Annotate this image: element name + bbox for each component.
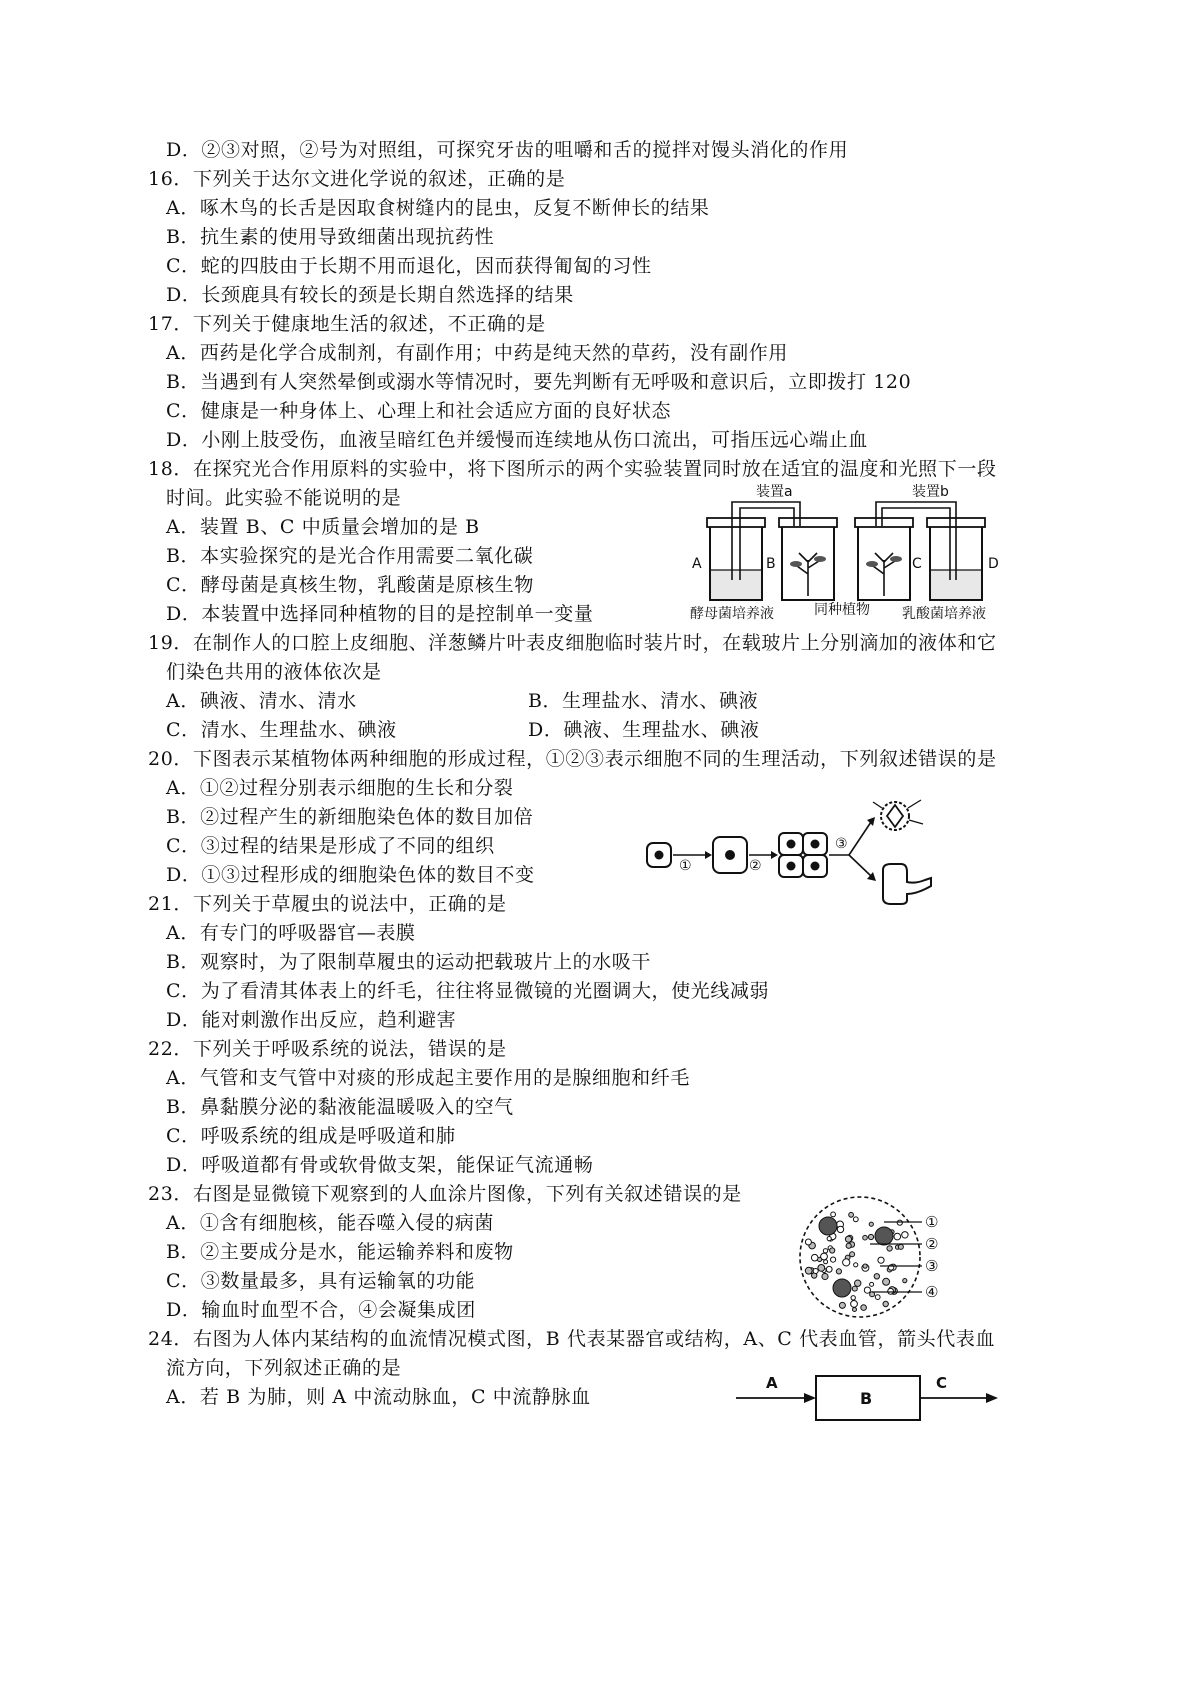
smear-label-3: ③ [925,1257,939,1275]
q19-option-a: A．碘液、清水、清水 [166,690,357,712]
q23-option-c: C．③数量最多，具有运输氧的功能 [166,1270,476,1292]
q17-stem: 17．下列关于健康地生活的叙述，不正确的是 [148,313,546,335]
smear-label-2: ② [925,1235,939,1253]
q18-stem-line-1: 18．在探究光合作用原料的实验中，将下图所示的两个实验装置同时放在适宜的温度和光照下一段 [148,458,997,480]
red-blood-cell [846,1243,851,1248]
q16-option-c: C．蛇的四肢由于长期不用而退化，因而获得匍匐的习性 [166,255,652,277]
q20-option-b: B．②过程产生的新细胞染色体的数目加倍 [166,806,534,828]
red-blood-cell [805,1239,811,1245]
flask-a [707,518,765,600]
red-blood-cell [854,1263,858,1267]
q20-stem: 20．下图表示某植物体两种细胞的形成过程，①②③表示细胞不同的生理活动，下列叙述错误的是 [148,748,997,770]
q22-stem: 22．下列关于呼吸系统的说法，错误的是 [148,1038,507,1060]
red-blood-cell [868,1234,873,1239]
flask-label-a: A [692,556,702,572]
flask-label-d: D [988,556,999,572]
smear-label-4: ④ [925,1283,939,1301]
q21-stem: 21．下列关于草履虫的说法中，正确的是 [148,893,507,915]
flask-c [855,518,913,600]
q21-option-d: D．能对刺激作出反应，趋利避害 [166,1009,457,1031]
step-1-label: ① [679,858,692,874]
device-b-label: 装置b [912,484,949,500]
q17-option-d: D．小刚上肢受伤，血液呈暗红色并缓慢而连续地从伤口流出，可指压远心端止血 [166,429,868,451]
red-blood-cell [855,1280,861,1286]
q19-option-d: D．碘液、生理盐水、碘液 [528,719,760,741]
q24-stem-line-2: 流方向，下列叙述正确的是 [166,1357,402,1379]
red-blood-cell [897,1220,902,1225]
red-blood-cell [894,1233,901,1240]
red-blood-cell [849,1212,854,1217]
flask-label-c: C [912,556,922,572]
flow-label-a: A [766,1374,778,1392]
red-blood-cell [883,1278,890,1285]
q22-option-d: D．呼吸道都有骨或软骨做支架，能保证气流通畅 [166,1154,594,1176]
red-blood-cell [898,1244,903,1249]
q24-option-a: A．若 B 为肺，则 A 中流动脉血，C 中流静脉血 [166,1386,591,1408]
red-blood-cell [811,1254,818,1261]
q18-option-a: A．装置 B、C 中质量会增加的是 B [166,516,480,538]
flow-label-c: C [936,1374,948,1392]
q18-option-d: D．本装置中选择同种植物的目的是控制单一变量 [166,603,594,625]
red-blood-cell [830,1248,835,1253]
q20-option-a: A．①②过程分别表示细胞的生长和分裂 [166,777,514,799]
q20-option-d: D．①③过程形成的细胞染色体的数目不变 [166,864,535,886]
four-cell-block [779,833,827,877]
star-shaped-cell [873,800,923,830]
q23-option-b: B．②主要成分是水，能运输养料和废物 [166,1241,514,1263]
red-blood-cell [874,1274,879,1279]
q18-apparatus-figure [690,484,1090,624]
step-3-label: ③ [835,836,848,852]
q16-option-b: B．抗生素的使用导致细菌出现抗药性 [166,226,495,248]
q21-option-b: B．观察时，为了限制草履虫的运动把载玻片上的水吸干 [166,951,651,973]
red-blood-cell [888,1288,894,1294]
red-blood-cell [843,1259,850,1266]
red-blood-cell [822,1273,828,1279]
q19-stem-line-1: 19．在制作人的口腔上皮细胞、洋葱鳞片叶表皮细胞临时装片时，在载玻片上分别滴加的液体和它 [148,632,997,654]
caption-lactobacillus: 乳酸菌培养液 [902,606,986,622]
red-blood-cell [870,1282,874,1286]
red-blood-cell [836,1269,841,1274]
red-blood-cell [863,1264,867,1268]
q19-option-c: C．清水、生理盐水、碘液 [166,719,397,741]
red-blood-cell [826,1266,832,1272]
q15-option-d: D．②③对照，②号为对照组，可探究牙齿的咀嚼和舌的搅拌对馒头消化的作用 [166,139,849,161]
red-blood-cell [903,1279,907,1283]
red-blood-cell [861,1305,867,1311]
red-blood-cell [839,1302,845,1308]
step-2-label: ② [749,858,762,874]
red-blood-cell [851,1301,858,1308]
red-blood-cell [813,1269,818,1274]
caption-yeast: 酵母菌培养液 [690,606,774,622]
q17-option-c: C．健康是一种身体上、心理上和社会适应方面的良好状态 [166,400,672,422]
red-blood-cell [824,1260,828,1264]
red-blood-cell [821,1253,828,1260]
red-blood-cell [864,1287,870,1293]
red-blood-cell [853,1308,857,1312]
red-blood-cell [831,1257,836,1262]
red-blood-cell [823,1249,827,1253]
q18-option-b: B．本实验探究的是光合作用需要二氧化碳 [166,545,534,567]
q17-option-a: A．西药是化学合成制剂，有副作用；中药是纯天然的草药，没有副作用 [166,342,788,364]
red-blood-cell [837,1226,843,1232]
red-blood-cell [805,1267,812,1274]
q17-option-b: B．当遇到有人突然晕倒或溺水等情况时，要先判断有无呼吸和意识后，立即拨打 120 [166,371,912,393]
q21-option-a: A．有专门的呼吸器官—表膜 [166,922,416,944]
flask-b [779,518,837,600]
q24-stem-line-1: 24．右图为人体内某结构的血流情况模式图，B 代表某器官或结构，A、C 代表血管，箭头代表血 [148,1328,996,1350]
red-blood-cell [845,1236,851,1242]
smear-label-1: ① [925,1213,939,1231]
red-blood-cell [850,1252,855,1257]
tube-shaped-cell [883,864,931,904]
q16-option-a: A．啄木鸟的长舌是因取食树缝内的昆虫，反复不断伸长的结果 [166,197,710,219]
red-blood-cell [875,1295,880,1300]
red-blood-cell [827,1237,831,1241]
red-blood-cell [851,1296,855,1300]
red-blood-cell [853,1217,858,1222]
q16-option-d: D．长颈鹿具有较长的颈是长期自然选择的结果 [166,284,574,306]
q24-blood-flow-figure [736,1368,1008,1426]
q23-stem: 23．右图是显微镜下观察到的人血涂片图像，下列有关叙述错误的是 [148,1183,742,1205]
q18-option-c: C．酵母菌是真核生物，乳酸菌是原核生物 [166,574,534,596]
q16-stem: 16．下列关于达尔文进化学说的叙述，正确的是 [148,168,566,190]
q21-option-c: C．为了看清其体表上的纤毛，往往将显微镜的光圈调大，使光线减弱 [166,980,770,1002]
red-blood-cell [883,1301,888,1306]
caption-same-plant: 同种植物 [814,602,870,618]
q23-option-a: A．①含有细胞核，能吞噬入侵的病菌 [166,1212,494,1234]
red-blood-cell [831,1212,836,1217]
q20-cell-division-figure [645,796,935,906]
q22-option-a: A．气管和支气管中对痰的形成起主要作用的是腺细胞和纤毛 [166,1067,690,1089]
q22-option-c: C．呼吸系统的组成是呼吸道和肺 [166,1125,456,1147]
q20-option-c: C．③过程的结果是形成了不同的组织 [166,835,495,857]
q19-stem-line-2: 们染色共用的液体依次是 [166,661,382,683]
q18-stem-line-2: 时间。此实验不能说明的是 [166,487,402,509]
q23-blood-smear-figure [798,1192,958,1326]
red-blood-cell [869,1222,873,1226]
q23-option-d: D．输血时血型不合，④会凝集成团 [166,1299,476,1321]
red-blood-cell [852,1286,857,1291]
red-blood-cell [878,1257,884,1263]
device-a-label: 装置a [756,484,793,500]
red-blood-cell [818,1265,825,1272]
q19-option-b: B．生理盐水、清水、碘液 [528,690,759,712]
red-blood-cell [902,1232,908,1238]
flask-label-b: B [766,556,776,572]
q22-option-b: B．鼻黏膜分泌的黏液能温暖吸入的空气 [166,1096,514,1118]
red-blood-cell [863,1235,868,1240]
flow-box-label-b: B [860,1389,873,1408]
red-blood-cell [887,1246,892,1251]
